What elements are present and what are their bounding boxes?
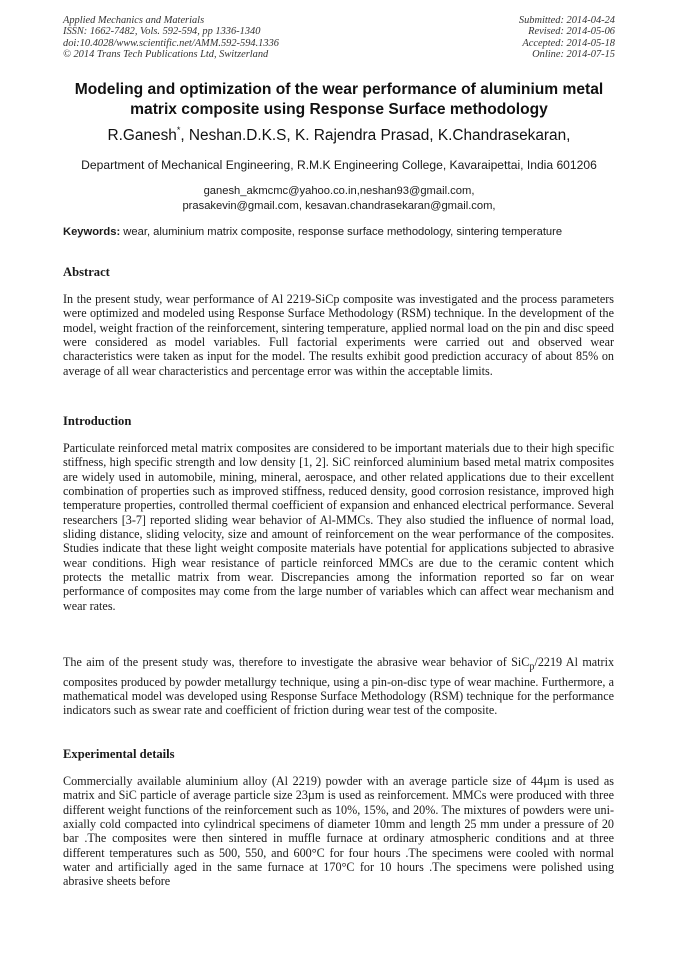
introduction-heading: Introduction xyxy=(63,414,132,428)
date-online: Online: 2014-07-15 xyxy=(532,48,615,60)
experimental-paragraph: Commercially available aluminium alloy (Al 2219) powder with an average particle size of 44µm is used as matrix and SiC particle of average particle size 23µm is used as reinforcement. MMCs were produced with three different weight functions of the reinforcement such as 10%, 15%, and 20%. The mixtures of powders were uni-axially cold compacted into cylindrical specimens of diameter 10mm and length 25 mm under a pressure of 20 bar .The composites were then sintered in muffle furnace at ordinary atmospheric conditions and at three different temperatures such as 500, 550, and 600°C for four hours .The specimens were cooled with normal water and artificially aged in the same furnace at 170°C for 10 hours .The specimens were polished using abrasive sheets before xyxy=(63,774,614,889)
date-submitted: Submitted: 2014-04-24 xyxy=(518,15,615,26)
keywords xyxy=(63,225,614,239)
submission-dates xyxy=(519,15,615,60)
title-line-1: Modeling and optimization of the wear performance of aluminium metal xyxy=(74,81,604,98)
journal-name: Applied Mechanics and Materials xyxy=(63,15,205,26)
co-authors: , Neshan.D.K.S, K. Rajendra Prasad, K.Chandrasekaran, xyxy=(180,127,571,144)
abstract-heading: Abstract xyxy=(63,265,110,279)
introduction-paragraph-1: Particulate reinforced metal matrix composites are considered to be important materials due to their high specific stiffness, high specific strength and low density [1, 2]. SiC reinforced aluminium based metal matrix composites are widely used in automobile, mining, mineral, aerospace, and other related applications due to their excellent combination of properties such as improved stiffness, reduced density, good corrosion resistance, improved high temperature properties, controlled thermal coefficient of expansion and enhanced electrical performance. Several researchers [3-7] reported sliding wear behavior of Al-MMCs. They also studied the influence of normal load, sliding distance, sliding velocity, size and amount of reinforcement on the wear performance of the composites. Studies indicate that these light weight composite materials have potential for applications subjected to abrasive wear conditions. High wear resistance of particle reinforced MMCs are due to the ceramic content which protects the metallic matrix from wear. Discrepancies among the information reported so far on wear performance of composites may come from the large number of variables which can affect wear mechanism and wear rates. xyxy=(63,441,614,613)
intro-2-rest: /2219 Al matrix composites produced by powder metallurgy technique, using a pin-on-disc type of wear machine. Furthermore, a mathematical model was developed using Response Surface Methodology (RSM) technique for the performance indicators such as swear rate and coefficient of friction during wear test of the composite. xyxy=(63,655,615,718)
date-accepted: Accepted: 2014-05-18 xyxy=(522,37,615,49)
author-list xyxy=(40,126,638,146)
journal-copyright: © 2014 Trans Tech Publications Ltd, Switzerland xyxy=(63,48,269,60)
author-emails xyxy=(40,184,638,213)
email-line-1: ganesh_akmcmc@yahoo.co.in,neshan93@gmail.com, xyxy=(203,185,475,197)
journal-info xyxy=(63,15,279,60)
affiliation: Department of Mechanical Engineering, R.M.K Engineering College, Kavaraipettai, India 601206 xyxy=(81,158,597,172)
keywords-text: wear, aluminium matrix composite, response surface methodology, sintering temperature xyxy=(120,226,563,238)
corresponding-mark: * xyxy=(176,125,181,135)
paper-title xyxy=(40,80,638,119)
corresponding-author: R.Ganesh xyxy=(107,127,177,144)
abstract-paragraph: In the present study, wear performance of Al 2219-SiCp composite was investigated and the process parameters were optimized and modeled using Response Surface Methodology (RSM) technique. In the development of the model, weight fraction of the reinforcement, sintering temperature, applied normal load on the pin and disc speed were considered as model variables. Full factorial experiments were carried out and observed wear characteristics were taken as input for the model. The results exhibit good prediction accuracy of about 85% on average of all wear characteristics and percentage error was within the acceptable limits. xyxy=(63,292,614,378)
journal-issn: ISSN: 1662-7482, Vols. 592-594, pp 1336-1340 xyxy=(63,26,261,38)
introduction-paragraph-2 xyxy=(63,655,614,718)
intro-2-start: The aim of the present study was, therefore to investigate the abrasive wear behavior of SiC xyxy=(63,655,530,669)
experimental-heading: Experimental details xyxy=(63,747,175,761)
journal-doi: doi:10.4028/www.scientific.net/AMM.592-594.1336 xyxy=(63,37,279,49)
title-line-2: matrix composite using Response Surface methodology xyxy=(130,100,548,118)
intro-2-subscript: p xyxy=(529,661,535,673)
date-revised: Revised: 2014-05-06 xyxy=(528,26,615,38)
keywords-label: Keywords: xyxy=(63,226,121,238)
email-line-2: prasakevin@gmail.com, kesavan.chandrasekaran@gmail.com, xyxy=(182,199,496,212)
